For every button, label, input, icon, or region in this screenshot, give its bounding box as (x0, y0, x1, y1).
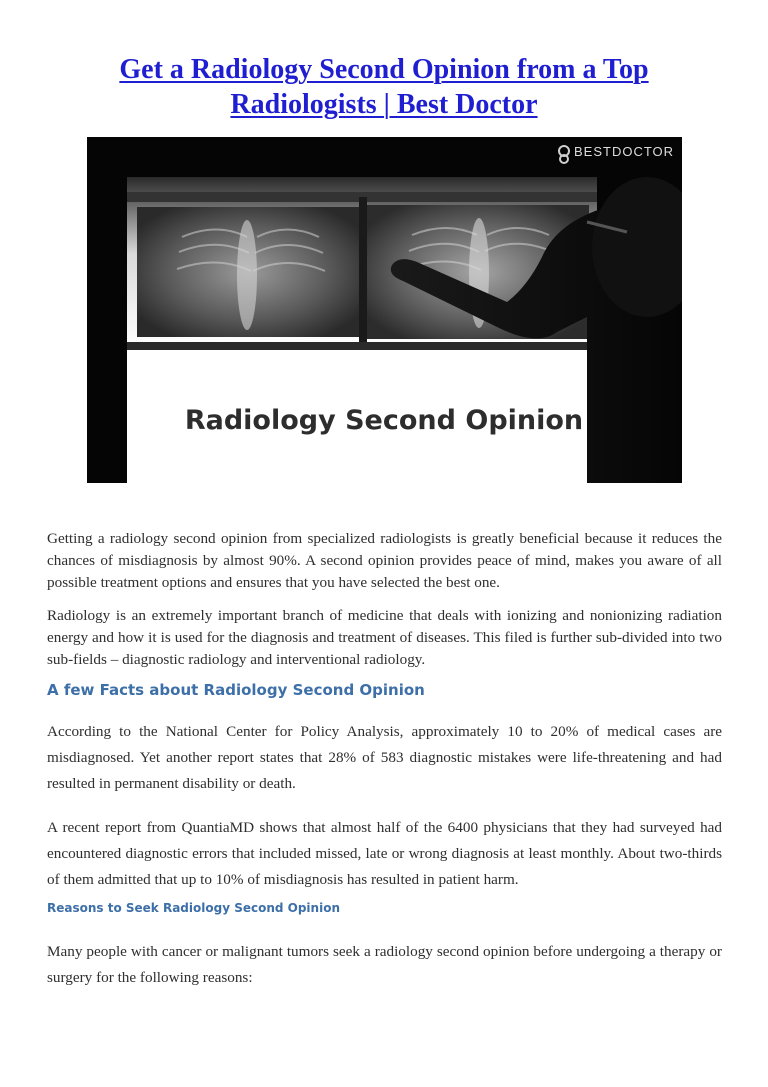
intro-paragraph: Getting a radiology second opinion from specialized radiologists is greatly beneficial because it reduces the chances of misdiagnosis by almost 90%. A second opinion provides peace of mind, makes you aware of all possible treatment options and ensures that you have selected the best one. (47, 530, 722, 591)
page-title-link[interactable]: Get a Radiology Second Opinion from a Top Radiologists | Best Doctor (119, 54, 649, 120)
reasons-paragraph: Many people with cancer or malignant tumors seek a radiology second opinion before undergoing a therapy or surgery for the following reasons: (47, 943, 722, 986)
facts-heading: A few Facts about Radiology Second Opinion (47, 681, 425, 699)
reasons-heading: Reasons to Seek Radiology Second Opinion (47, 901, 340, 915)
hero-image (87, 137, 682, 483)
facts-paragraph-1: According to the National Center for Policy Analysis, approximately 10 to 20% of medical cases are misdiagnosed. Yet another report states that 28% of 583 diagnostic mistakes were life-threatening and had resulted in permanent disability or death. (47, 723, 722, 792)
xray-lightbox-illustration (87, 137, 682, 483)
radiology-definition-paragraph: Radiology is an extremely important branch of medicine that deals with ionizing and nonionizing radiation energy and how it is used for the diagnosis and treatment of diseases. This filed is further sub-divided into two sub-fields – diagnostic radiology and interventional radiology. (47, 607, 722, 668)
hero-logo-text: BESTDOCTOR (574, 144, 675, 159)
facts-paragraph-2: A recent report from QuantiaMD shows that almost half of the 6400 physicians that they had surveyed had encountered diagnostic errors that included missed, late or wrong diagnosis at least monthly. About two-thirds of them admitted that up to 10% of misdiagnosis has resulted in patient harm. (47, 819, 722, 888)
hero-caption: Radiology Second Opinion (184, 405, 584, 436)
